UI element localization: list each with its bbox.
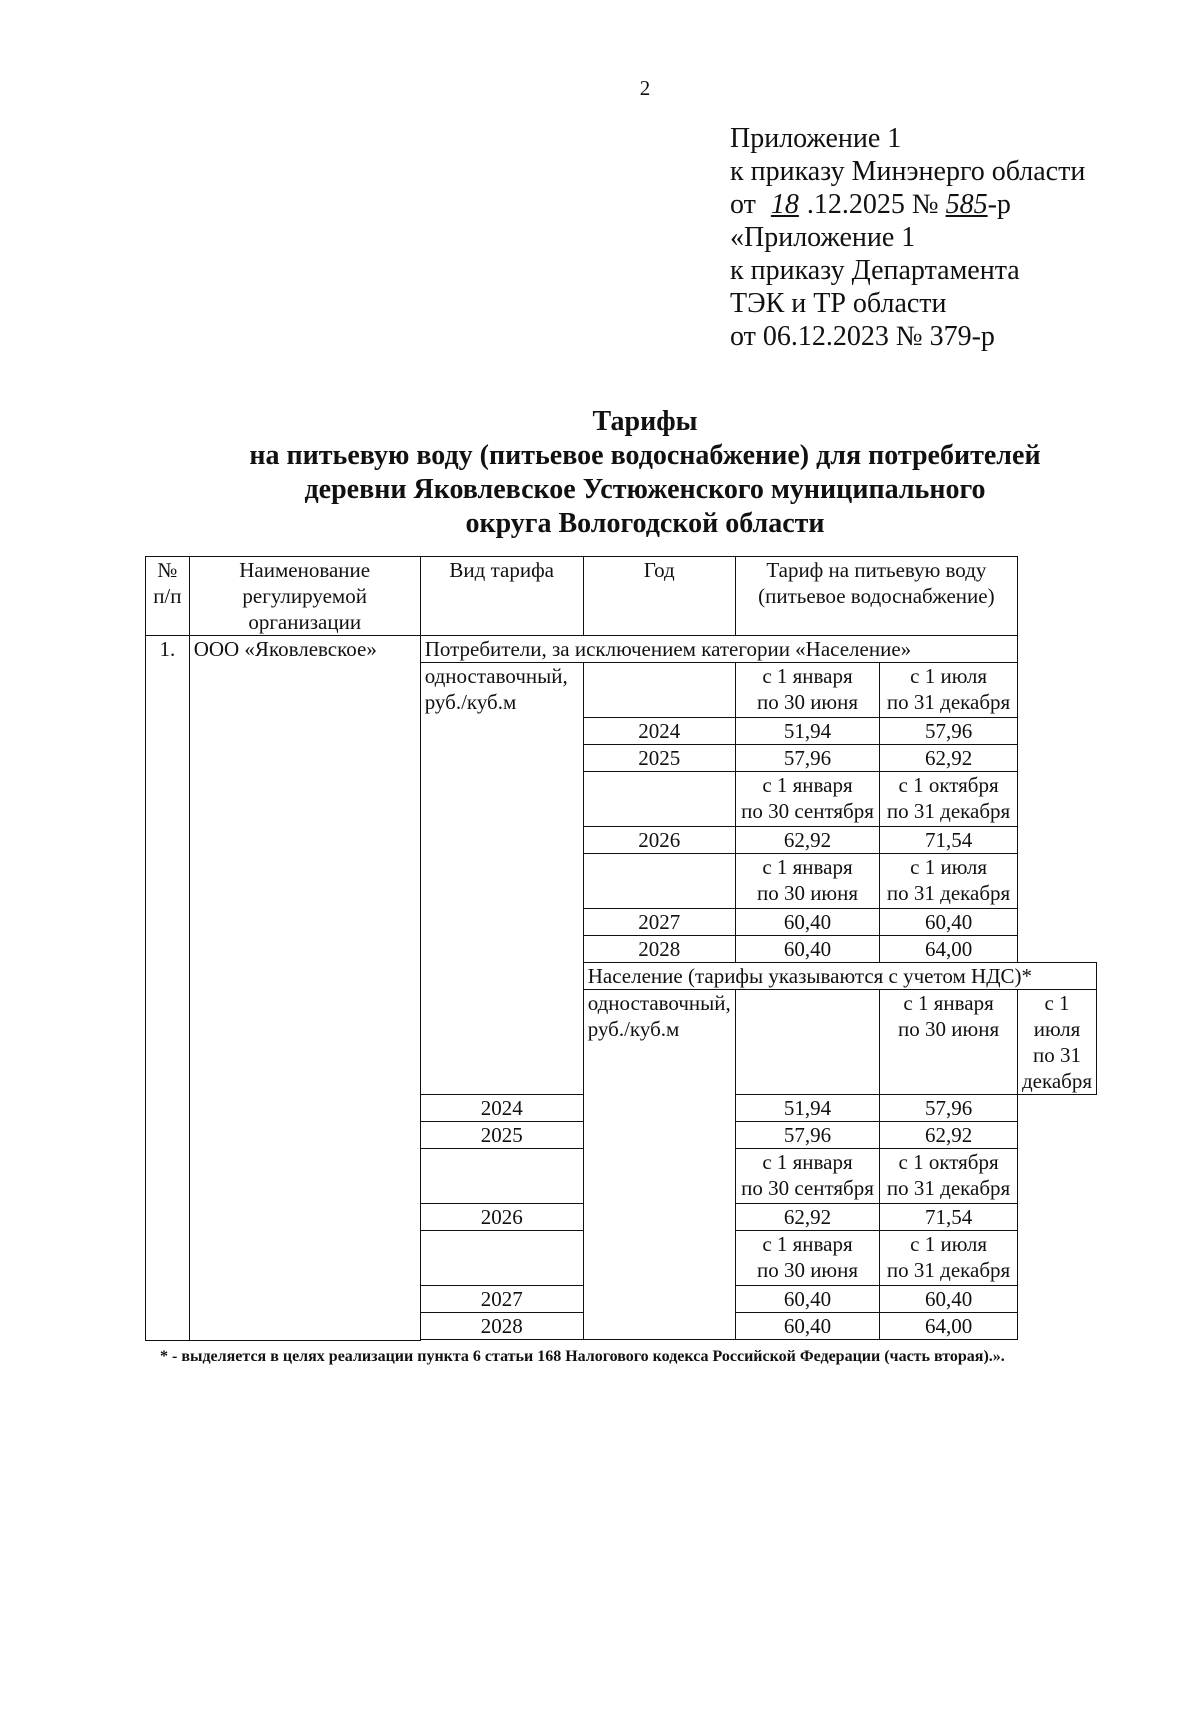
appendix-line: ТЭК и ТР области	[730, 288, 947, 319]
value-cell: 64,00	[880, 936, 1018, 963]
period-cell: с 1 октября по 31 декабря	[880, 772, 1018, 827]
header-org-label: Наименование регулируемой организации	[239, 558, 371, 634]
period-cell: с 1 января по 30 июня	[735, 1231, 879, 1286]
value-cell: 64,00	[880, 1313, 1018, 1340]
header-type-label: Вид тарифа	[449, 558, 555, 582]
period-cell: с 1 июля по 31 декабря	[880, 1231, 1018, 1286]
value-cell: 60,40	[880, 1286, 1018, 1313]
title-line: на питьевую воду (питьевое водоснабжение) для потребителей	[249, 440, 1041, 471]
year-cell: 2024	[420, 1095, 583, 1122]
handwritten-number: 585	[945, 189, 988, 220]
title-line: деревни Яковлевское Устюженского муниципального	[304, 474, 986, 505]
period-cell: с 1 июля по 31 декабря	[1017, 990, 1096, 1095]
header-tariff	[735, 557, 1017, 636]
period-cell: с 1 января по 30 июня	[880, 990, 1018, 1095]
period-cell: с 1 января по 30 сентября	[735, 1149, 879, 1204]
footnote: * - выделяется в целях реализации пункта 6 статьи 168 Налогового кодекса Российской Федерации (часть вторая).».	[160, 1348, 1005, 1365]
value-cell: 62,92	[880, 745, 1018, 772]
header-num-label: № п/п	[153, 558, 182, 608]
value-cell: 62,92	[735, 1204, 879, 1231]
value-cell: 57,96	[880, 718, 1018, 745]
value-cell: 71,54	[880, 1204, 1018, 1231]
title-line: Тарифы	[592, 406, 698, 437]
year-cell: 2024	[583, 718, 735, 745]
table-header-row	[146, 557, 1097, 636]
value-cell: 60,40	[735, 909, 879, 936]
appendix-line: к приказу Департамента	[730, 255, 1020, 286]
year-cell: 2025	[420, 1122, 583, 1149]
period-cell: с 1 января по 30 июня	[735, 854, 879, 909]
year-cell	[420, 1231, 583, 1286]
order-suffix: -р	[987, 189, 1011, 220]
period-cell: с 1 октября по 31 декабря	[880, 1149, 1018, 1204]
value-cell: 71,54	[880, 827, 1018, 854]
section-title: Население (тарифы указываются с учетом НДС)*	[583, 963, 1096, 990]
period-cell: с 1 января по 30 июня	[735, 663, 879, 718]
year-cell	[420, 1149, 583, 1204]
period-cell: с 1 июля по 31 декабря	[880, 854, 1018, 909]
year-cell: 2028	[583, 936, 735, 963]
tariff-type: одноставочный, руб./куб.м	[420, 663, 583, 1095]
organization-name: ООО «Яковлевское»	[189, 636, 420, 1341]
appendix-line: Приложение 1	[730, 123, 902, 154]
header-tariff-label: Тариф на питьевую воду (питьевое водоснабжение)	[758, 558, 995, 608]
value-cell: 60,40	[735, 936, 879, 963]
year-cell: 2027	[583, 909, 735, 936]
year-cell	[583, 663, 735, 718]
value-cell: 57,96	[880, 1095, 1018, 1122]
year-cell	[583, 854, 735, 909]
year-cell: 2027	[420, 1286, 583, 1313]
header-num	[146, 557, 190, 636]
period-cell: с 1 июля по 31 декабря	[880, 663, 1018, 718]
appendix-line: к приказу Минэнерго области	[730, 156, 1086, 187]
value-cell: 62,92	[735, 827, 879, 854]
value-cell: 51,94	[735, 1095, 879, 1122]
year-cell: 2026	[420, 1204, 583, 1231]
tariff-type: одноставочный, руб./куб.м	[583, 990, 735, 1340]
tariffs-table	[145, 556, 1097, 1341]
header-year	[583, 557, 735, 636]
year-cell	[735, 990, 879, 1095]
title-line: округа Вологодской области	[465, 508, 825, 539]
appendix-line: «Приложение 1	[730, 222, 916, 253]
year-cell: 2025	[583, 745, 735, 772]
section-title: Потребители, за исключением категории «Население»	[420, 636, 1017, 663]
value-cell: 51,94	[735, 718, 879, 745]
year-cell	[583, 772, 735, 827]
document-title	[145, 405, 1145, 541]
value-cell: 60,40	[735, 1313, 879, 1340]
spacer-cell	[420, 1340, 1017, 1341]
value-cell: 57,96	[735, 745, 879, 772]
value-cell: 60,40	[735, 1286, 879, 1313]
appendix-line: от 06.12.2023 № 379-р	[730, 321, 995, 352]
value-cell: 60,40	[880, 909, 1018, 936]
order-prefix: от	[730, 189, 763, 220]
page-number: 2	[639, 76, 651, 100]
appendix-header	[730, 122, 1085, 353]
appendix-order-line	[730, 188, 1085, 221]
year-cell: 2026	[583, 827, 735, 854]
header-type	[420, 557, 583, 636]
row-number: 1.	[146, 636, 190, 1341]
table-row	[146, 636, 1097, 663]
header-year-label: Год	[643, 558, 675, 582]
value-cell: 62,92	[880, 1122, 1018, 1149]
value-cell: 57,96	[735, 1122, 879, 1149]
year-cell: 2028	[420, 1313, 583, 1340]
header-org	[189, 557, 420, 636]
period-cell: с 1 января по 30 сентября	[735, 772, 879, 827]
order-mid: .12.2025 №	[806, 189, 946, 220]
handwritten-day: 18	[770, 189, 799, 220]
